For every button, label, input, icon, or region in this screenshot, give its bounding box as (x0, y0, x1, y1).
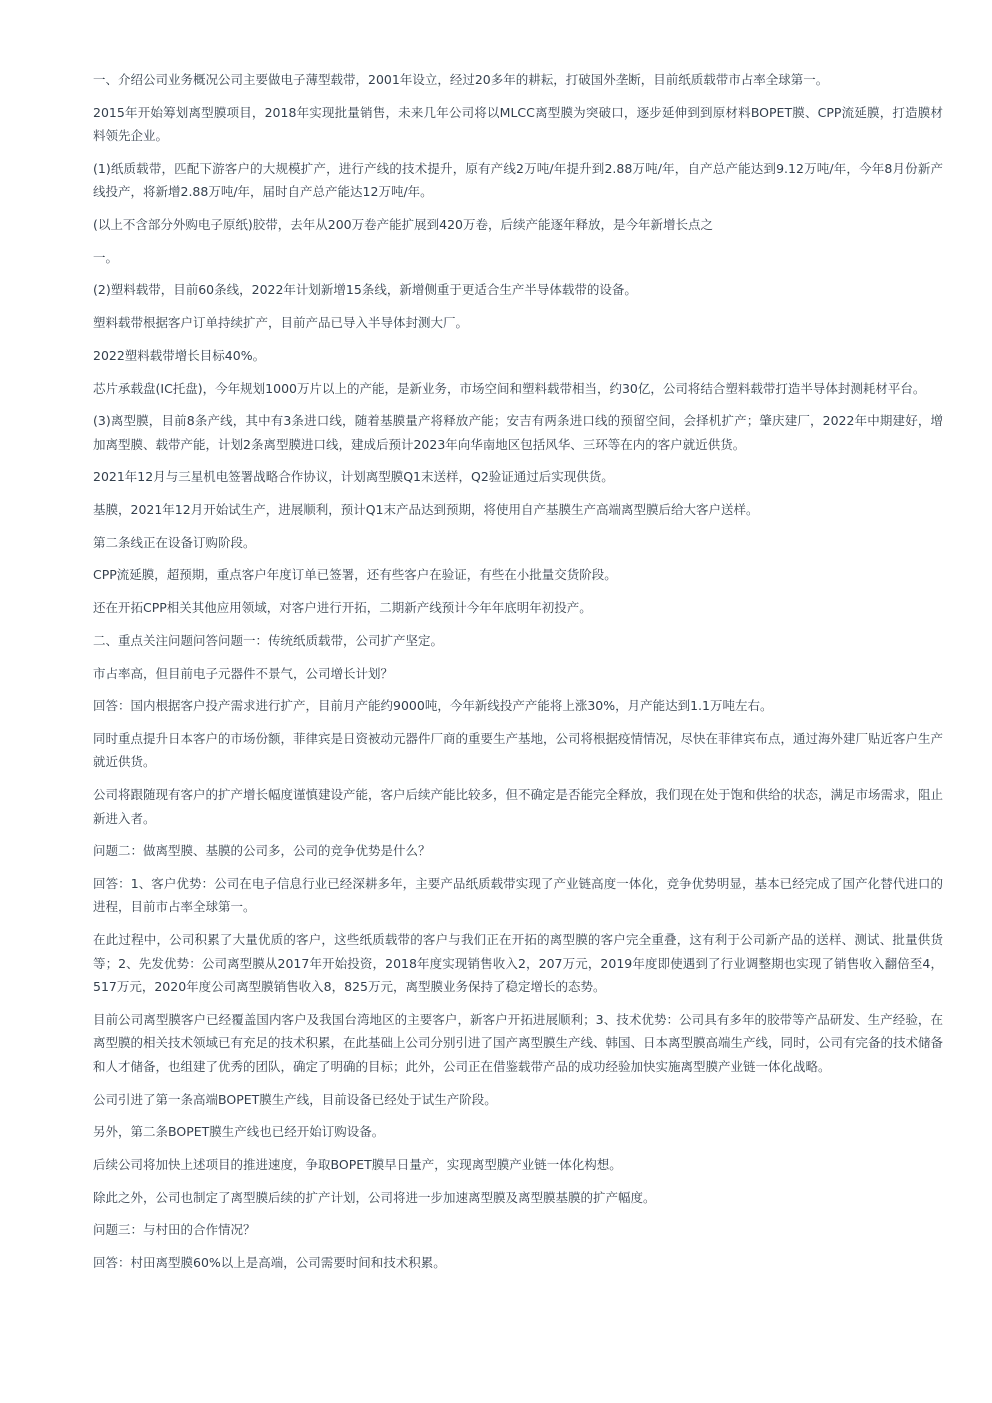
paragraph: CPP流延膜，超预期，重点客户年度订单已签署，还有些客户在验证，有些在小批量交货阶段。 (93, 567, 617, 583)
paragraph: 第二条线正在设备订购阶段。 (93, 534, 256, 550)
paragraph: (2)塑料载带，目前60条线，2022年计划新增15条线，新增侧重于更适合生产半导体载带的设备。 (93, 282, 637, 298)
question: 问题二：做离型膜、基膜的公司多，公司的竞争优势是什么？ (93, 843, 431, 859)
paragraph: 2022塑料载带增长目标40%。 (93, 347, 266, 363)
paragraph: 在此过程中，公司积累了大量优质的客户，这些纸质载带的客户与我们正在开拓的离型膜的客户完全重叠，这有利于公司新产品的送样、测试、批量供货等；2、先发优势：公司离型膜从2017年开始投资，2018年度实现销售收入2，207万元，2019年度即使遇到了行业调整期也实现了销售收入翻倍至4，517万元，2020年度公司离型膜销售收入8，825万元，离型膜业务保持了稳定增长的态势。 (93, 932, 943, 995)
document-body (93, 68, 943, 1284)
paragraph: (1)纸质载带，匹配下游客户的大规模扩产，进行产线的技术提升，原有产线2万吨/年提升到2.88万吨/年，自产总产能达到9.12万吨/年，今年8月份新产线投产，将新增2.88万吨/年，届时自产总产能达12万吨/年。 (93, 160, 943, 200)
paragraph: 芯片承载盘(IC托盘)，今年规划1000万片以上的产能，是新业务，市场空间和塑料载带相当，约30亿，公司将结合塑料载带打造半导体封测耗材平台。 (93, 380, 926, 396)
paragraph: 另外，第二条BOPET膜生产线也已经开始订购设备。 (93, 1124, 385, 1140)
paragraph: 2021年12月与三星机电签署战略合作协议，计划离型膜Q1末送样，Q2验证通过后实现供货。 (93, 469, 614, 485)
answer: 回答：国内根据客户投产需求进行扩产，目前月产能约9000吨，今年新线投产产能将上涨30%，月产能达到1.1万吨左右。 (93, 698, 773, 714)
paragraph: 还在开拓CPP相关其他应用领域，对客户进行开拓，二期新产线预计今年年底明年初投产。 (93, 600, 592, 616)
paragraph: 后续公司将加快上述项目的推进速度，争取BOPET膜早日量产，实现离型膜产业链一体化构想。 (93, 1156, 622, 1172)
paragraph: 除此之外，公司也制定了离型膜后续的扩产计划，公司将进一步加速离型膜及离型膜基膜的扩产幅度。 (93, 1189, 656, 1205)
paragraph: 同时重点提升日本客户的市场份额，菲律宾是日资被动元器件厂商的重要生产基地，公司将根据疫情情况，尽快在菲律宾布点，通过海外建厂贴近客户生产就近供货。 (93, 730, 944, 770)
paragraph: 一、介绍公司业务概况公司主要做电子薄型载带，2001年设立，经过20多年的耕耘，打破国外垄断，目前纸质载带市占率全球第一。 (93, 72, 829, 87)
section-heading: 二、重点关注问题问答问题一：传统纸质载带，公司扩产坚定。 (93, 632, 444, 648)
paragraph: 一。 (93, 249, 119, 265)
answer: 回答：村田离型膜60%以上是高端，公司需要时间和技术积累。 (93, 1254, 446, 1270)
paragraph: (以上不含部分外购电子原纸)胶带，去年从200万卷产能扩展到420万卷，后续产能逐年释放，是今年新增长点之 (93, 217, 713, 233)
paragraph: 公司引进了第一条高端BOPET膜生产线，目前设备已经处于试生产阶段。 (93, 1091, 497, 1107)
answer: 回答：1、客户优势：公司在电子信息行业已经深耕多年，主要产品纸质载带实现了产业链高度一体化，竞争优势明显，基本已经完成了国产化替代进口的进程，目前市占率全球第一。 (93, 875, 943, 915)
paragraph: 基膜，2021年12月开始试生产，进展顺利，预计Q1末产品达到预期，将使用自产基膜生产高端离型膜后给大客户送样。 (93, 502, 759, 518)
paragraph: 塑料载带根据客户订单持续扩产，目前产品已导入半导体封测大厂。 (93, 315, 469, 331)
question: 市占率高，但目前电子元器件不景气，公司增长计划？ (93, 665, 394, 681)
question: 问题三：与村田的合作情况？ (93, 1222, 256, 1238)
paragraph: (3)离型膜，目前8条产线，其中有3条进口线，随着基膜量产将释放产能；安吉有两条进口线的预留空间，会择机扩产；肇庆建厂，2022年中期建好，增加离型膜、载带产能，计划2条离型膜进口线，建成后预计2023年向华南地区包括风华、三环等在内的客户就近供货。 (93, 413, 943, 452)
paragraph: 2015年开始筹划离型膜项目，2018年实现批量销售，未来几年公司将以MLCC离型膜为突破口，逐步延伸到到原材料BOPET膜、CPP流延膜，打造膜材料领先企业。 (93, 104, 943, 144)
paragraph: 目前公司离型膜客户已经覆盖国内客户及我国台湾地区的主要客户，新客户开拓进展顺利；3、技术优势：公司具有多年的胶带等产品研发、生产经验，在离型膜的相关技术领域已有充足的技术积累，在此基础上公司分别引进了国产离型膜生产线、韩国、日本离型膜高端生产线，同时，公司有完备的技术储备和人才储备，也组建了优秀的团队，确定了明确的目标；此外，公司正在借鉴载带产品的成功经验加快实施离型膜产业链一体化战略。 (93, 1011, 944, 1074)
paragraph: 公司将跟随现有客户的扩产增长幅度谨慎建设产能，客户后续产能比较多，但不确定是否能完全释放，我们现在处于饱和供给的状态，满足市场需求，阻止新进入者。 (93, 787, 944, 826)
